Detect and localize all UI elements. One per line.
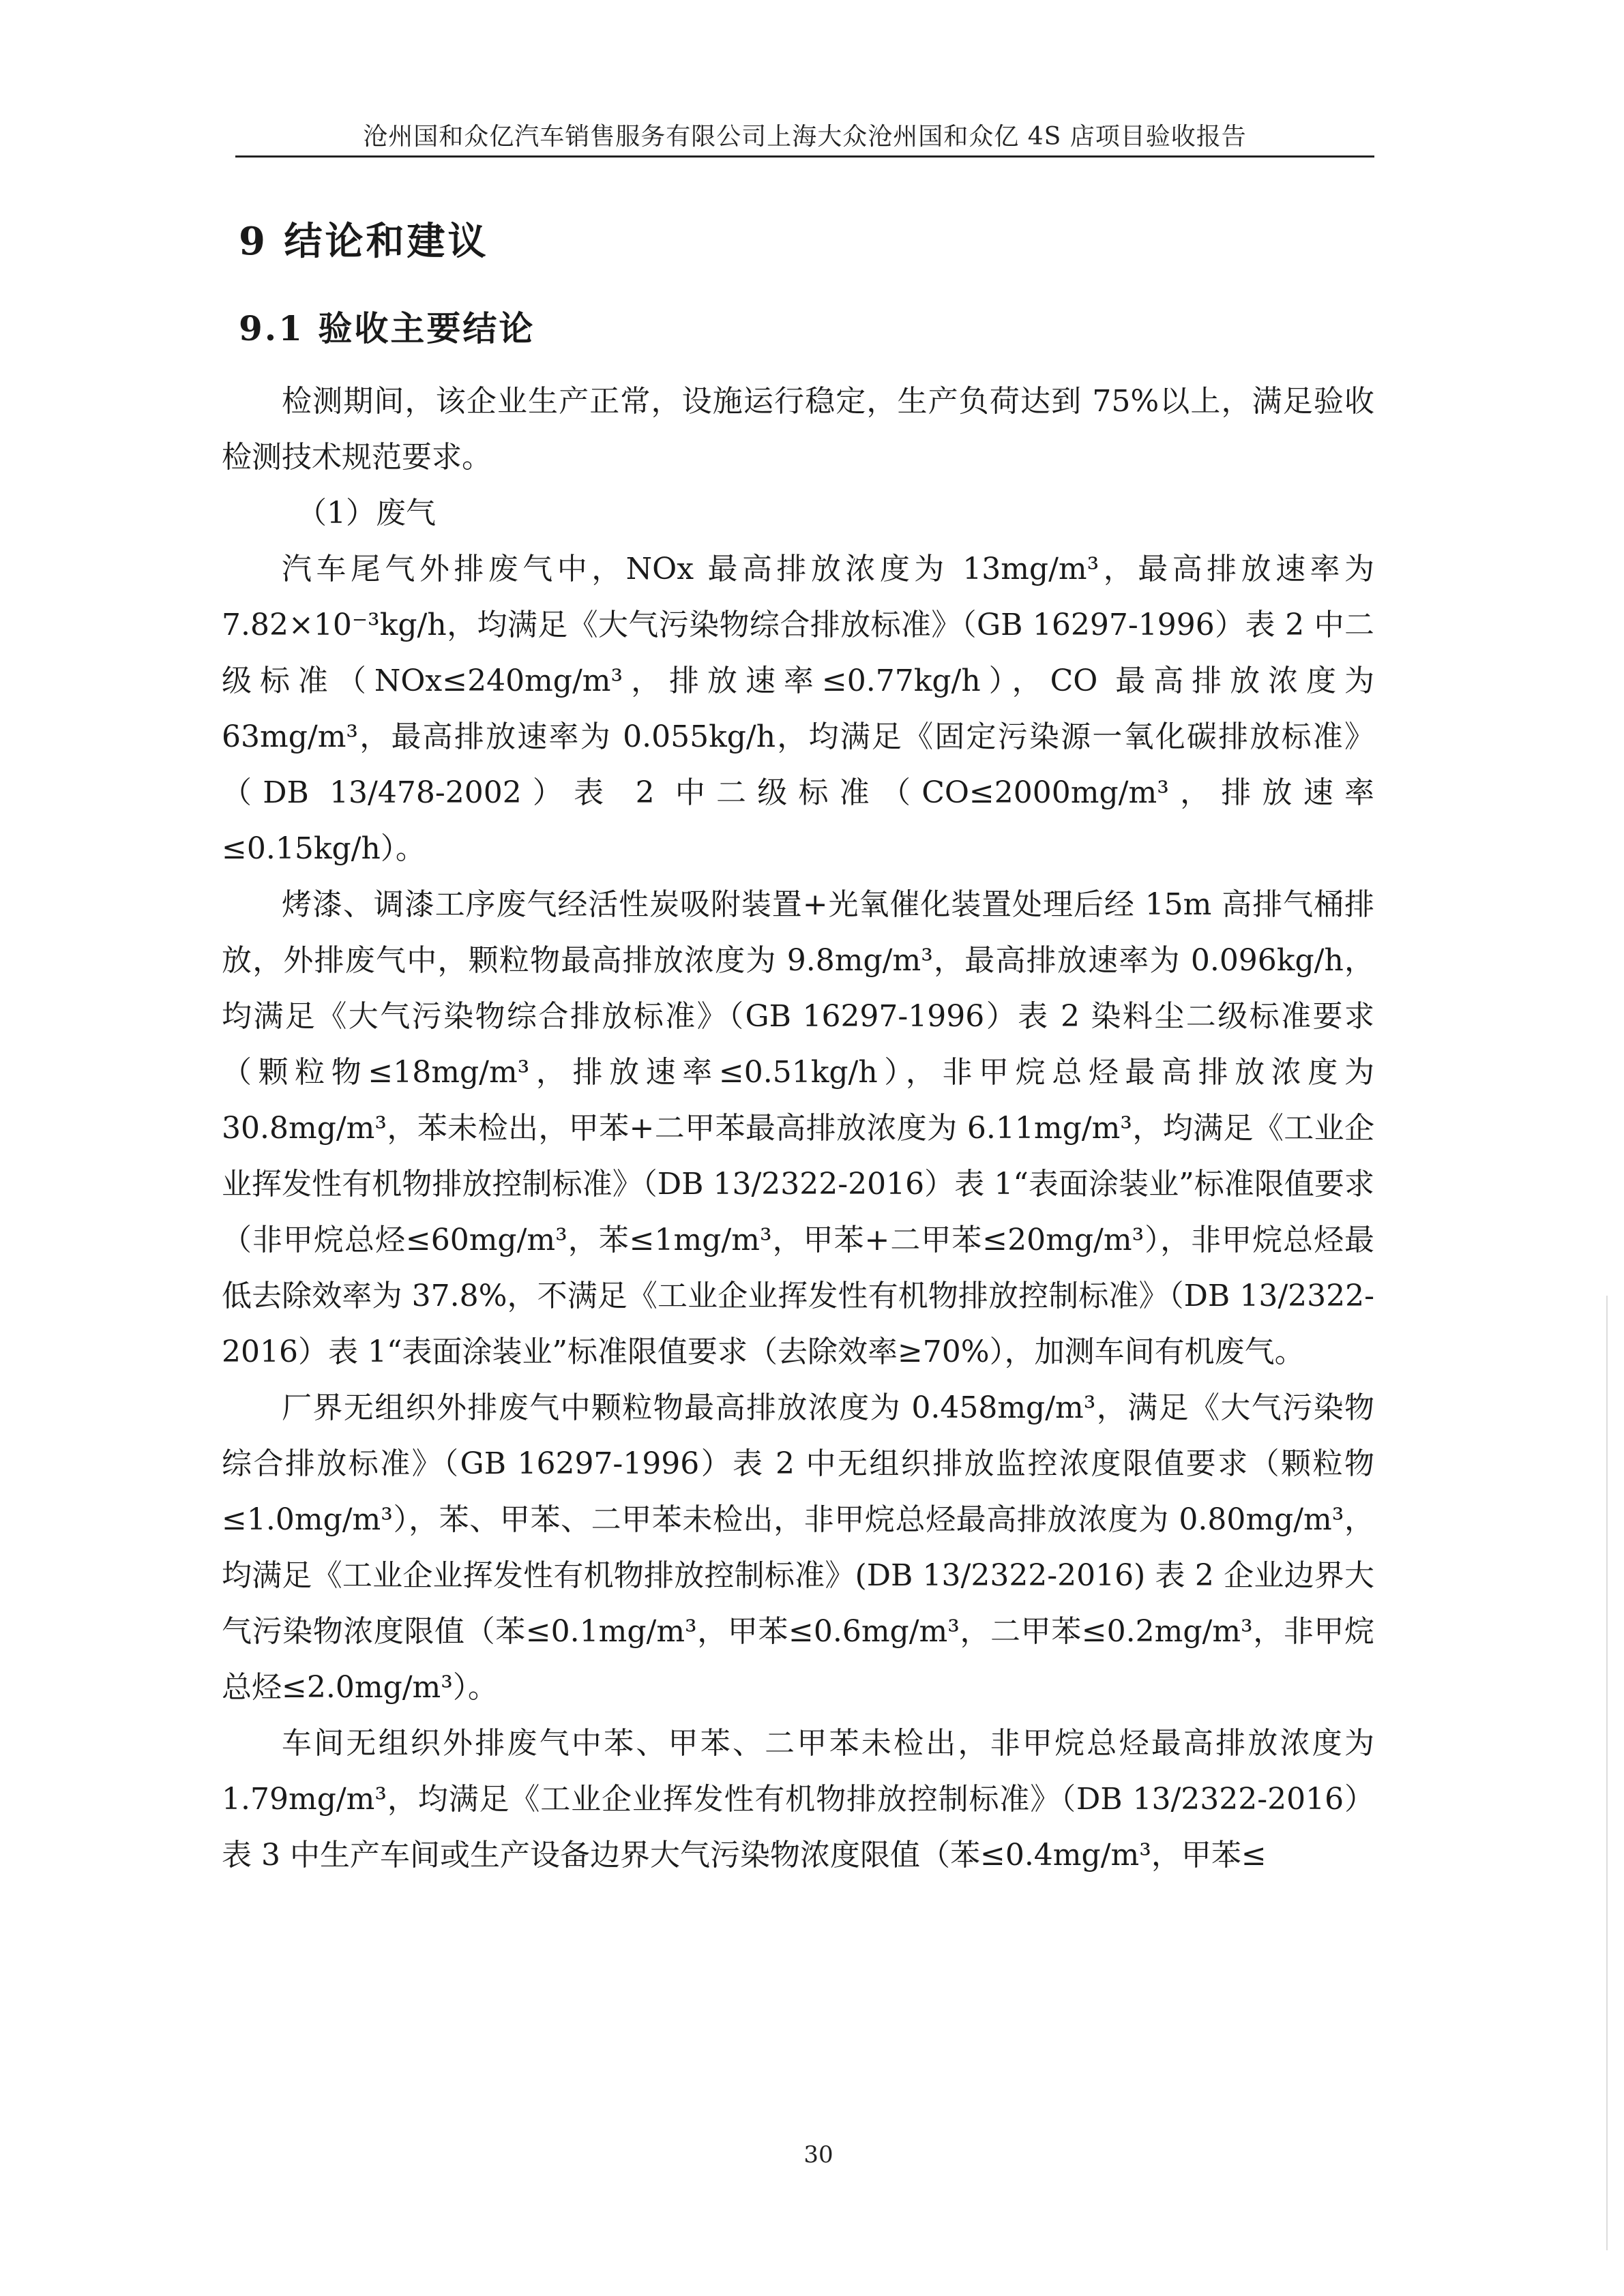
paragraph-boundary: 厂界无组织外排废气中颗粒物最高排放浓度为 0.458mg/m³，满足《大气污染物综合排放标准》（GB 16297-1996）表 2 中无组织排放监控浓度限值要求（颗粒物≤1.0mg/m³），苯、甲苯、二甲苯未检出，非甲烷总烃最高排放浓度为 0.80mg/m³，均满足《工业企业挥发性有机物排放控制标准》(DB 13/2322-2016) 表 2 企业边界大气污染物浓度限值（苯≤0.1mg/m³，甲苯≤0.6mg/m³，二甲苯≤0.2mg/m³，非甲烷总烃≤2.0mg/m³）。 bbox=[222, 1390, 1374, 1705]
paragraph-paint: 烤漆、调漆工序废气经活性炭吸附装置+光氧催化装置处理后经 15m 高排气桶排放，外排废气中，颗粒物最高排放浓度为 9.8mg/m³，最高排放速率为 0.096kg/h，均满足《大气污染物综合排放标准》（GB 16297-1996）表 2 染料尘二级标准要求（颗粒物≤18mg/m³，排放速率≤0.51kg/h），非甲烷总烃最高排放浓度为 30.8mg/m³，苯未检出，甲苯+二甲苯最高排放浓度为 6.11mg/m³，均满足《工业企业挥发性有机物排放控制标准》（DB 13/2322-2016）表 1“表面涂装业”标准限值要求（非甲烷总烃≤60mg/m³，苯≤1mg/m³，甲苯+二甲苯≤20mg/m³），非甲烷总烃最低去除效率为 37.8%，不满足《工业企业挥发性有机物排放控制标准》（DB 13/2322-2016）表 1“表面涂装业”标准限值要求（去除效率≥70%），加测车间有机废气。 bbox=[222, 887, 1374, 1369]
paragraph-exhaust: 汽车尾气外排废气中，NOx 最高排放浓度为 13mg/m³，最高排放速率为 7.82×10⁻³kg/h，均满足《大气污染物综合排放标准》（GB 16297-1996）表 2 中二级标准（NOx≤240mg/m³，排放速率≤0.77kg/h），CO 最高排放浓度为 63mg/m³，最高排放速率为 0.055kg/h，均满足《固定污染源一氧化碳排放标准》（DB 13/478-2002）表 2 中二级标准（CO≤2000mg/m³，排放速率≤0.15kg/h）。 bbox=[222, 552, 1374, 866]
subsection-heading: 9.1 验收主要结论 bbox=[239, 308, 535, 348]
scan-edge bbox=[1606, 1296, 1608, 2250]
header-rule bbox=[235, 155, 1374, 158]
page-number: 30 bbox=[803, 2141, 833, 2168]
paragraph-intro: 检测期间，该企业生产正常，设施运行稳定，生产负荷达到 75%以上，满足验收检测技术规范要求。 bbox=[222, 384, 1374, 475]
paragraph-item-label: （1）废气 bbox=[297, 496, 436, 531]
section-heading: 9 结论和建议 bbox=[239, 219, 489, 264]
body-text bbox=[222, 374, 1374, 1883]
paragraph-workshop: 车间无组织外排废气中苯、甲苯、二甲苯未检出，非甲烷总烃最高排放浓度为 1.79mg/m³，均满足《工业企业挥发性有机物排放控制标准》（DB 13/2322-2016）表 3 中生产车间或生产设备边界大气污染物浓度限值（苯≤0.4mg/m³，甲苯≤ bbox=[222, 1726, 1374, 1873]
running-header: 沧州国和众亿汽车销售服务有限公司上海大众沧州国和众亿 4S 店项目验收报告 bbox=[363, 123, 1247, 151]
